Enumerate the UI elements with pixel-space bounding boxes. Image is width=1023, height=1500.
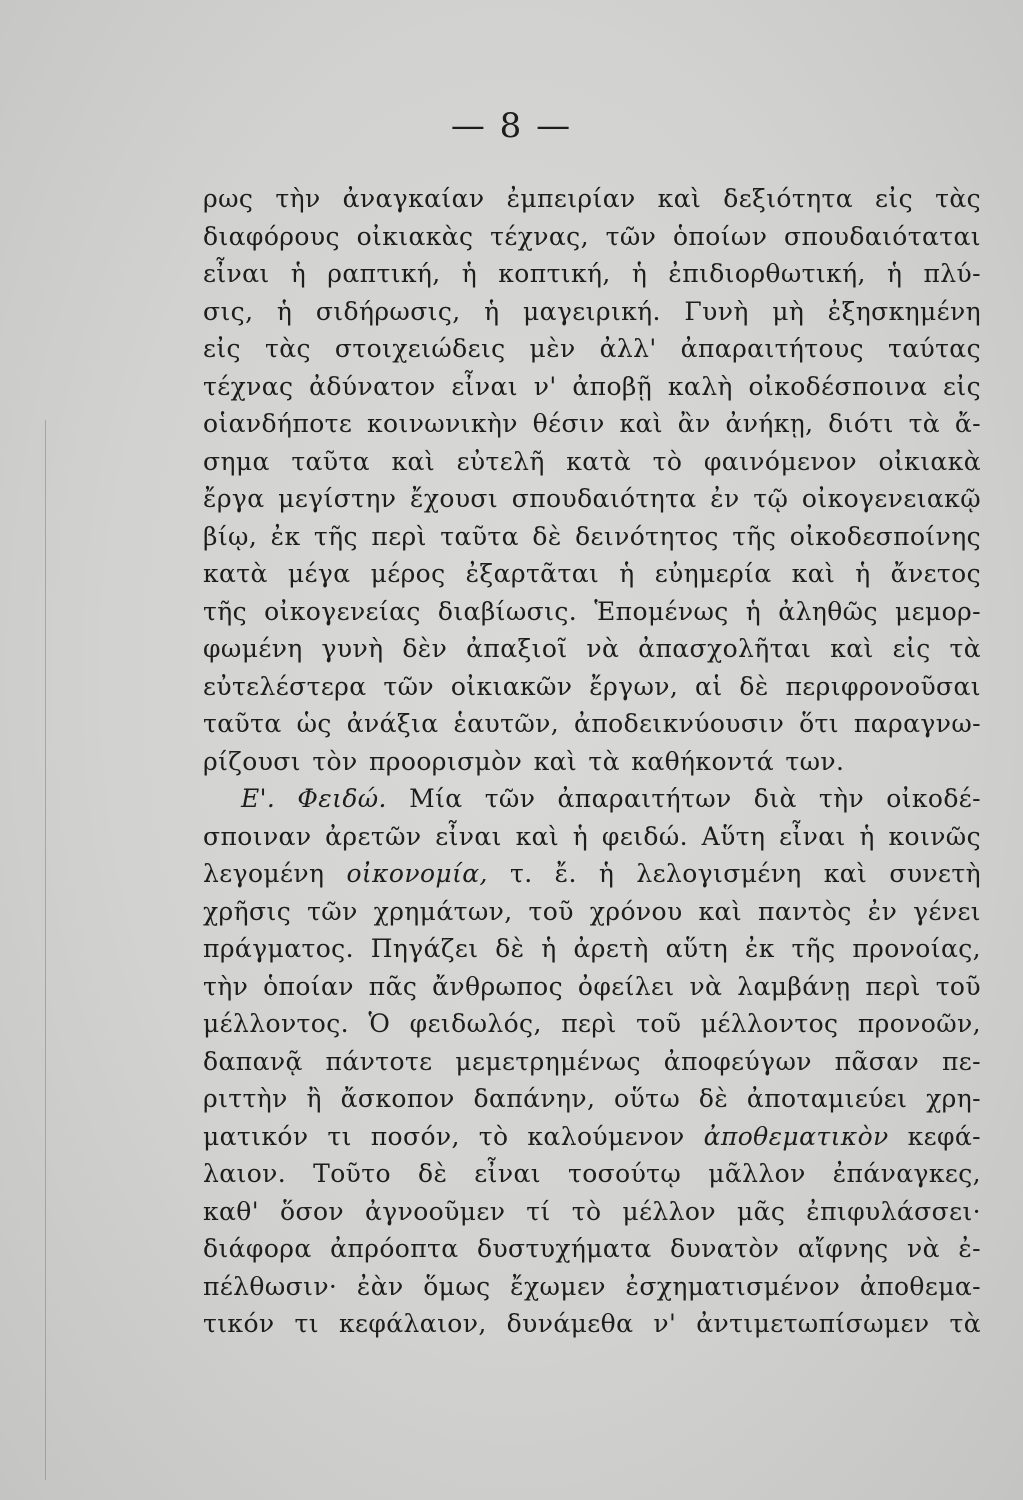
text-line: ρως τὴν ἀναγκαίαν ἐμπειρίαν καὶ δεξιότητα εἰς τὰς xyxy=(203,184,981,213)
text-line: λαιον. Τοῦτο δὲ εἶναι τοσούτῳ μᾶλλον ἐπάναγκες, xyxy=(203,1159,981,1188)
text-line: τὴν ὁποίαν πᾶς ἄνθρωπος ὀφείλει νὰ λαμβάνῃ περὶ τοῦ xyxy=(203,971,981,1001)
text-line: βίῳ, ἐκ τῆς περὶ ταῦτα δὲ δεινότητος τῆς οἰκοδεσποίνης xyxy=(203,521,981,551)
text-line: μέλλοντος. Ὁ φειδωλός, περὶ τοῦ μέλλοντος προνοῶν, xyxy=(203,1009,981,1038)
text-line: ἔργα μεγίστην ἔχουσι σπουδαιότητα ἐν τῷ οἰκογενειακῷ xyxy=(203,484,981,513)
text-line: πράγματος. Πηγάζει δὲ ἡ ἀρετὴ αὕτη ἐκ τῆς προνοίας, xyxy=(203,934,981,963)
page-number: — 8 — xyxy=(450,106,573,146)
text-line: φωμένη γυνὴ δὲν ἀπαξιοῖ νὰ ἀπασχολῆται καὶ εἰς τὰ xyxy=(203,634,981,663)
text-line: τέχνας ἀδύνατον εἶναι ν' ἀποβῇ καλὴ οἰκοδέσποινα εἰς xyxy=(203,371,981,401)
text-line: ρίζουσι τὸν προορισμὸν καὶ τὰ καθήκοντά των. xyxy=(203,746,845,776)
section-heading: Ε'. Φειδώ. xyxy=(241,784,387,813)
text-fragment: Μία τῶν ἀπαραιτήτων διὰ τὴν οἰκοδέ- xyxy=(409,784,982,813)
section-heading-line xyxy=(203,780,981,818)
text-line: χρῆσις τῶν χρημάτων, τοῦ χρόνου καὶ παντὸς ἐν γένει xyxy=(203,896,981,926)
body-text xyxy=(203,180,981,1343)
text-fragment: ματικόν τι ποσόν, τὸ καλούμενον xyxy=(203,1121,685,1151)
text-fragment: λεγομένη xyxy=(203,859,325,888)
page-edge-line xyxy=(45,420,46,1480)
text-line: δαπανᾷ πάντοτε μεμετρημένως ἀποφεύγων πᾶσαν πε- xyxy=(203,1046,981,1076)
text-line: καθ' ὅσον ἀγνοοῦμεν τί τὸ μέλλον μᾶς ἐπιφυλάσσει· xyxy=(203,1196,981,1226)
italic-term: οἰκονομία, xyxy=(346,859,488,888)
text-fragment: τ. ἔ. ἡ λελογισμένη καὶ συνετὴ xyxy=(510,859,981,888)
text-line: σις, ἡ σιδήρωσις, ἡ μαγειρική. Γυνὴ μὴ ἐξησκημένη xyxy=(203,296,981,326)
text-fragment: κεφά- xyxy=(907,1121,981,1151)
text-line: τικόν τι κεφάλαιον, δυνάμεθα ν' ἀντιμετωπίσωμεν τὰ xyxy=(203,1309,981,1338)
text-line: ταῦτα ὡς ἀνάξια ἑαυτῶν, ἀποδεικνύουσιν ὅτι παραγνω- xyxy=(203,709,981,738)
text-line: σημα ταῦτα καὶ εὐτελῆ κατὰ τὸ φαινόμενον οἰκιακὰ xyxy=(203,446,981,476)
text-line: τῆς οἰκογενείας διαβίωσις. Ἑπομένως ἡ ἀληθῶς μεμορ- xyxy=(203,596,981,626)
text-line: εἶναι ἡ ραπτική, ἡ κοπτική, ἡ ἐπιδιορθωτική, ἡ πλύ- xyxy=(203,259,981,288)
text-line: οἱανδήποτε κοινωνικὴν θέσιν καὶ ἂν ἀνήκῃ, διότι τὰ ἄ- xyxy=(203,409,981,438)
text-line: εἰς τὰς στοιχειώδεις μὲν ἀλλ' ἀπαραιτήτους ταύτας xyxy=(203,334,981,363)
text-line xyxy=(203,1118,981,1156)
text-line: πέλθωσιν· ἐὰν ὅμως ἔχωμεν ἐσχηματισμένον ἀποθεμα- xyxy=(203,1271,981,1301)
text-line: κατὰ μέγα μέρος ἐξαρτᾶται ἡ εὐημερία καὶ ἡ ἄνετος xyxy=(203,559,981,588)
text-line: ριττὴν ἢ ἄσκοπον δαπάνην, οὕτω δὲ ἀποταμιεύει χρη- xyxy=(203,1084,981,1113)
italic-term: ἀποθεματικὸν xyxy=(703,1121,889,1151)
text-line xyxy=(203,855,981,893)
text-line: διαφόρους οἰκιακὰς τέχνας, τῶν ὁποίων σπουδαιόταται xyxy=(203,221,981,251)
text-line: σποιναν ἀρετῶν εἶναι καὶ ἡ φειδώ. Αὕτη εἶναι ἡ κοινῶς xyxy=(203,821,981,851)
text-line: διάφορα ἀπρόοπτα δυστυχήματα δυνατὸν αἴφνης νὰ ἐ- xyxy=(203,1234,981,1263)
text-line: εὐτελέστερα τῶν οἰκιακῶν ἔργων, αἱ δὲ περιφρονοῦσαι xyxy=(203,671,981,701)
